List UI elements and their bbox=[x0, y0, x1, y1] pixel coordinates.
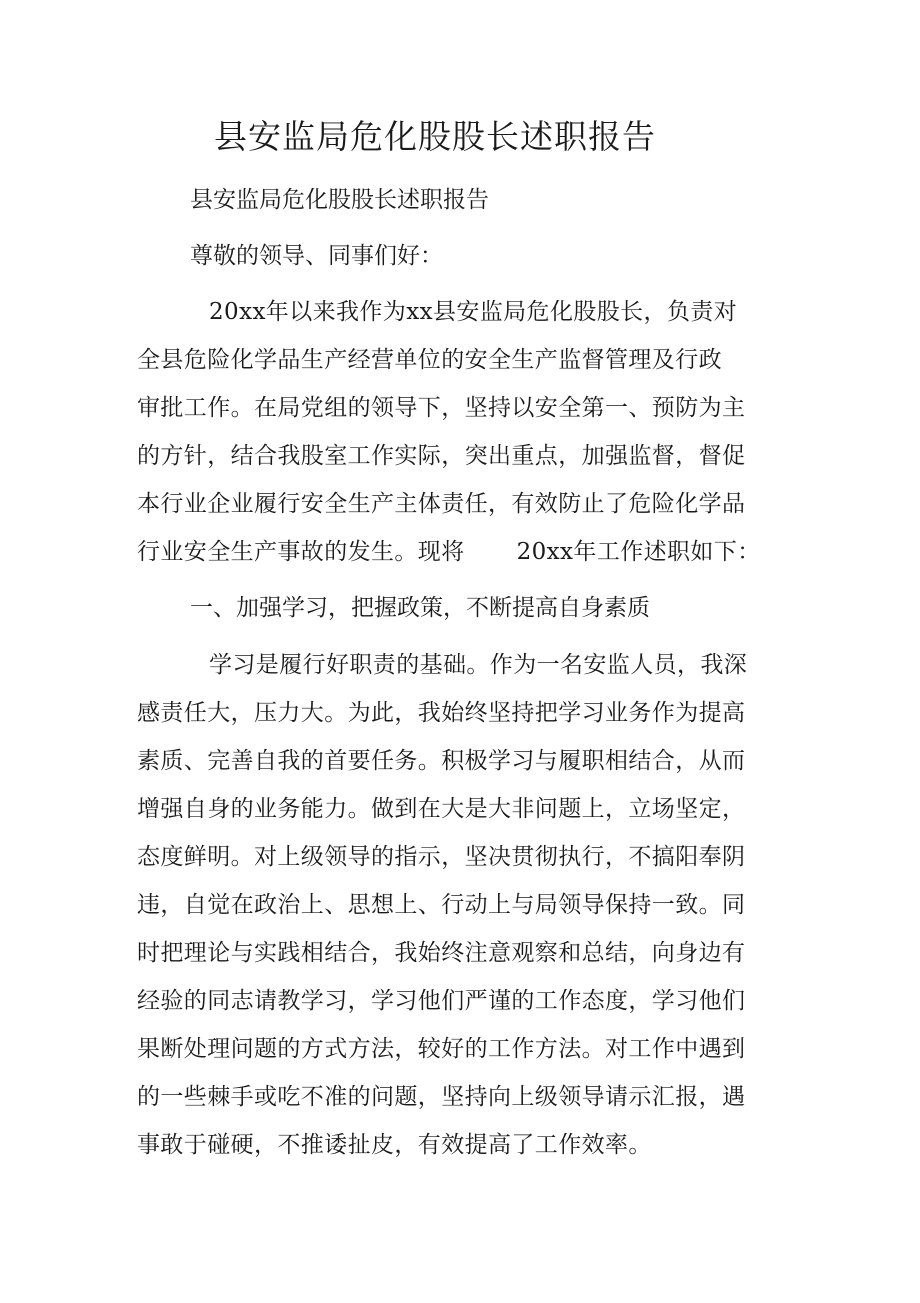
document-title: 县安监局危化股股长述职报告 bbox=[214, 117, 656, 156]
section-1-line-5: 态度鲜明。对上级领导的指示，坚决贯彻执行，不搞阳奉阴 bbox=[137, 844, 746, 870]
paragraph-1-line-6-end: 20xx年工作述职如下： bbox=[516, 539, 761, 565]
paragraph-1-line-5: 本行业企业履行安全生产主体责任，有效防止了危险化学品 bbox=[137, 491, 746, 517]
paragraph-1-line-6-start: 行业安全生产事故的发生。现将 bbox=[137, 539, 465, 565]
section-1-line-9: 果断处理问题的方式方法，较好的工作方法。对工作中遇到 bbox=[137, 1036, 746, 1062]
paragraph-1-line-3: 审批工作。在局党组的领导下，坚持以安全第一、预防为主 bbox=[137, 395, 746, 421]
paragraph-1-line-1: 20xx年以来我作为xx县安监局危化股股长，负责对 bbox=[209, 299, 738, 325]
section-1-line-2: 感责任大，压力大。为此，我始终坚持把学习业务作为提高 bbox=[137, 700, 746, 726]
section-1-line-6: 违，自觉在政治上、思想上、行动上与局领导保持一致。同 bbox=[137, 892, 746, 918]
section-1-line-1: 学习是履行好职责的基础。作为一名安监人员，我深 bbox=[209, 652, 748, 678]
section-1-heading: 一、加强学习，把握政策，不断提高自身素质 bbox=[190, 595, 650, 621]
section-1-line-10: 的一些棘手或吃不准的问题，坚持向上级领导请示汇报，遇 bbox=[137, 1084, 746, 1110]
greeting: 尊敬的领导、同事们好： bbox=[190, 243, 443, 269]
section-1-line-8: 经验的同志请教学习，学习他们严谨的工作态度，学习他们 bbox=[137, 988, 746, 1014]
section-1-line-11: 事敢于碰硬，不推诿扯皮，有效提高了工作效率。 bbox=[137, 1132, 652, 1158]
section-1-line-3: 素质、完善自我的首要任务。积极学习与履职相结合，从而 bbox=[137, 748, 746, 774]
paragraph-1-line-2: 全县危险化学品生产经营单位的安全生产监督管理及行政 bbox=[137, 347, 722, 373]
paragraph-1-line-4: 的方针，结合我股室工作实际，突出重点，加强监督，督促 bbox=[137, 443, 746, 469]
section-1-line-4: 增强自身的业务能力。做到在大是大非问题上，立场坚定， bbox=[137, 796, 746, 822]
paragraph-1-line-6 bbox=[137, 535, 761, 569]
document-subtitle: 县安监局危化股股长述职报告 bbox=[190, 187, 489, 213]
section-1-line-7: 时把理论与实践相结合，我始终注意观察和总结，向身边有 bbox=[137, 940, 746, 966]
